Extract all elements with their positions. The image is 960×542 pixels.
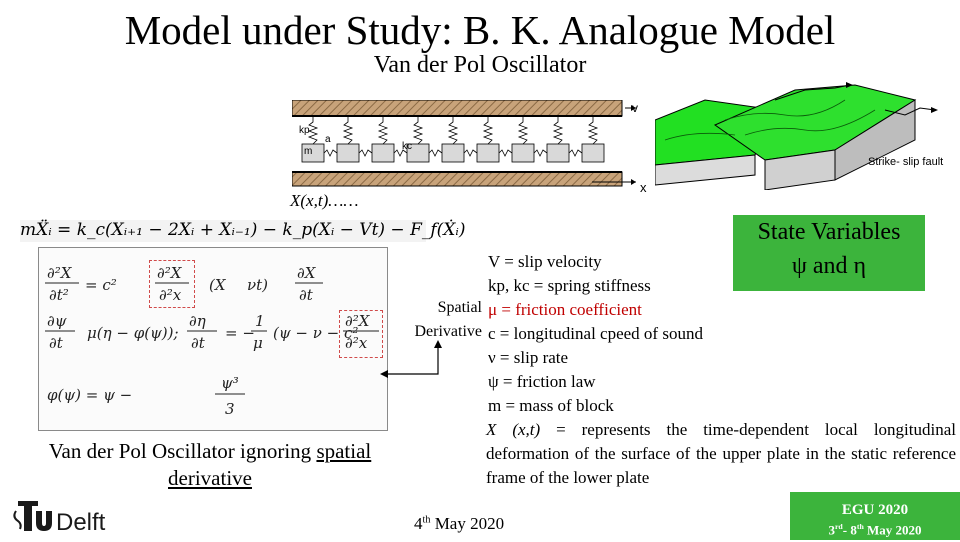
- svg-text:∂t: ∂t: [49, 334, 63, 352]
- slide-subtitle: Van der Pol Oscillator: [373, 52, 587, 78]
- svg-text:= −: = −: [225, 324, 255, 342]
- state-variables-title: State Variables: [757, 219, 901, 245]
- date-sup: th: [422, 514, 431, 526]
- strike-slip-fault-diagram: [655, 80, 955, 190]
- definitions-list: [488, 250, 703, 418]
- svg-text:∂²X: ∂²X: [47, 264, 72, 282]
- state-variables-box: [733, 215, 925, 291]
- svg-text:(ψ − ν − c²: (ψ − ν − c²: [273, 324, 359, 342]
- date-day: 4: [414, 514, 423, 533]
- equation-of-motion: [20, 220, 466, 242]
- pde-caption: [20, 438, 400, 492]
- spatial-derivative-highlight-1: [149, 260, 195, 308]
- svg-text:∂η: ∂η: [189, 312, 206, 330]
- x-axis-label: x: [640, 180, 647, 195]
- svg-text:Delft: Delft: [56, 509, 106, 536]
- pde-system-image: [38, 247, 388, 431]
- definition-item: ν = slip rate: [488, 348, 569, 367]
- definition-item: V = slip velocity: [488, 252, 602, 271]
- caption-underlined-1: spatial: [316, 439, 372, 463]
- caption-text: Van der Pol Oscillator ignoring: [48, 439, 317, 463]
- svg-text:φ(ψ) = ψ −: φ(ψ) = ψ −: [47, 386, 133, 404]
- svg-text:∂²X: ∂²X: [345, 312, 370, 330]
- svg-text:∂²x: ∂²x: [159, 286, 182, 304]
- fault-caption: Strike- slip fault: [868, 156, 944, 168]
- svg-text:∂²X: ∂²X: [157, 264, 182, 282]
- definition-item: μ = friction coefficient: [488, 300, 642, 319]
- spring-block-diagram: [292, 100, 637, 188]
- mass-label: m: [304, 146, 313, 157]
- egu-date-sup-a: rd: [834, 522, 843, 531]
- tudelft-logo-graphic: [8, 497, 138, 537]
- pde-equations-graphic: [39, 248, 387, 430]
- svg-text:μ(η − φ(ψ));: μ(η − φ(ψ));: [87, 324, 179, 342]
- svg-text:1: 1: [255, 312, 265, 330]
- caption-underlined-2: derivative: [168, 466, 252, 490]
- egu-dates: [790, 519, 960, 538]
- definition-item: m = mass of block: [488, 396, 614, 415]
- svg-text:∂t: ∂t: [191, 334, 205, 352]
- egu-name: EGU 2020: [841, 502, 909, 518]
- egu-date-a: 3: [828, 522, 835, 538]
- svg-text:∂²x: ∂²x: [345, 334, 368, 352]
- kc-label: kc: [402, 141, 412, 152]
- svg-text:(X: (X: [209, 276, 226, 294]
- egu-date-b: - 8: [842, 522, 857, 538]
- position-label: X(x,t)……: [290, 191, 359, 210]
- egu-badge: [790, 492, 960, 540]
- x-definition: [486, 418, 956, 490]
- definition-item: c = longitudinal cpeed of sound: [488, 324, 703, 343]
- svg-text:∂X: ∂X: [297, 264, 316, 282]
- svg-text:∂t: ∂t: [299, 286, 313, 304]
- kp-label: kp: [299, 125, 310, 136]
- spatial-derivative-highlight-2: [339, 310, 383, 358]
- slide-title: Model under Study: B. K. Analogue Model: [124, 7, 836, 53]
- svg-text:μ: μ: [253, 334, 263, 352]
- spatial-label-line1: Spatial: [437, 299, 482, 316]
- x-definition-symbol: X (x,t): [486, 420, 541, 439]
- state-variables-list: ψ and η: [791, 253, 867, 279]
- spatial-arrow: [380, 340, 442, 380]
- date-month: May 2020: [430, 514, 505, 533]
- svg-text:∂ψ: ∂ψ: [47, 312, 67, 330]
- svg-text:3: 3: [225, 400, 235, 418]
- equation-text: mẌᵢ = k_c(Xᵢ₊₁ − 2Xᵢ + Xᵢ₋₁) − k_p(Xᵢ − Vt) − F_f(Ẋᵢ): [20, 220, 466, 240]
- svg-text:νt): νt): [247, 276, 268, 294]
- svg-text:∂t²: ∂t²: [49, 286, 69, 304]
- velocity-label: v: [632, 101, 638, 115]
- definition-item: ψ = friction law: [488, 372, 596, 391]
- tudelft-logo: [8, 497, 138, 537]
- svg-text:= c²: = c²: [85, 276, 117, 294]
- x-definition-text: = represents the time-dependent local longitudinal deformation of the surface of the upper plate in the static reference frame of the lower plate: [486, 420, 956, 487]
- spatial-label-line2: Derivative: [414, 323, 482, 340]
- definition-item: kp, kc = spring stiffness: [488, 276, 651, 295]
- svg-text:ψ³: ψ³: [221, 374, 239, 392]
- egu-date-c: May 2020: [863, 522, 922, 538]
- a-label: a: [325, 134, 331, 145]
- spatial-derivative-label: [402, 296, 482, 344]
- footer-date: [414, 514, 504, 534]
- egu-date-sup-b: th: [856, 522, 864, 531]
